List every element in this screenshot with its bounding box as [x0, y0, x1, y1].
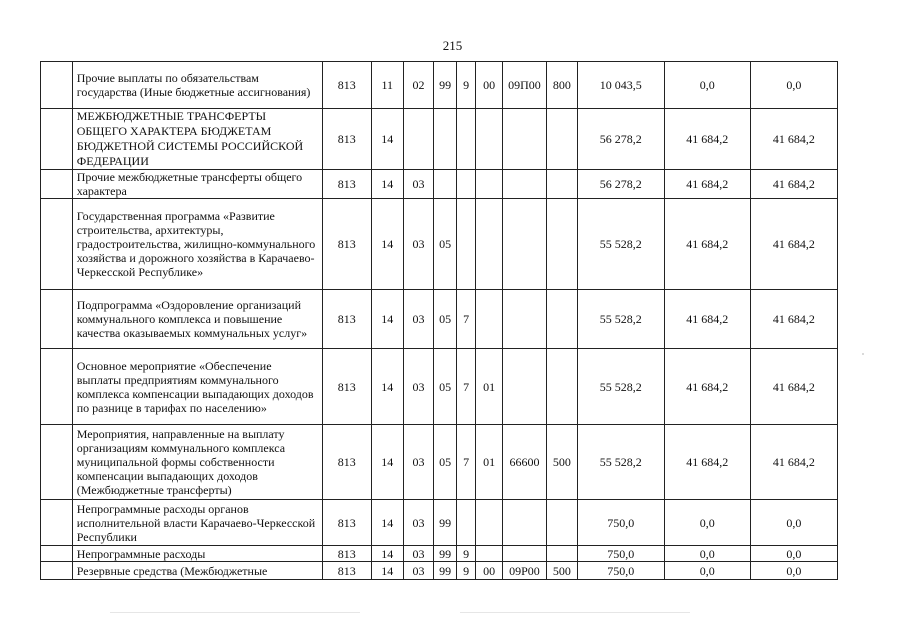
table-row	[41, 62, 838, 109]
scan-smudge	[460, 612, 690, 613]
table-row	[41, 170, 838, 199]
cell-gp: 99	[434, 62, 457, 109]
cell-ved: 813	[322, 562, 371, 580]
cell-s3: 41 684,2	[750, 290, 837, 349]
cell-ved: 813	[322, 199, 371, 290]
cell-s1: 55 528,2	[577, 199, 664, 290]
cell-s3: 0,0	[750, 562, 837, 580]
row-number-cell	[41, 562, 73, 580]
row-number-cell	[41, 425, 73, 500]
row-number-cell	[41, 199, 73, 290]
row-number-cell	[41, 546, 73, 562]
cell-pr: 03	[403, 170, 434, 199]
cell-nr: 09Р00	[502, 562, 546, 580]
cell-s1: 750,0	[577, 546, 664, 562]
cell-pp: 9	[456, 546, 475, 562]
cell-s3: 41 684,2	[750, 199, 837, 290]
cell-vr	[547, 349, 578, 425]
cell-s1: 56 278,2	[577, 109, 664, 170]
expense-name-cell: Непрограммные расходы органов исполнительной власти Карачаево-Черкесской Республики	[72, 500, 322, 546]
cell-gp: 99	[434, 546, 457, 562]
cell-vr	[547, 546, 578, 562]
cell-om	[476, 199, 503, 290]
expense-name-cell: Резервные средства (Межбюджетные	[72, 562, 322, 580]
cell-nr	[502, 349, 546, 425]
cell-pr: 03	[403, 425, 434, 500]
table-row	[41, 425, 838, 500]
cell-gp: 99	[434, 500, 457, 546]
expense-name-cell: Непрограммные расходы	[72, 546, 322, 562]
cell-om: 00	[476, 62, 503, 109]
cell-rz: 14	[371, 170, 403, 199]
cell-nr	[502, 170, 546, 199]
cell-rz: 11	[371, 62, 403, 109]
cell-s1: 55 528,2	[577, 349, 664, 425]
cell-rz: 14	[371, 199, 403, 290]
cell-s2: 0,0	[664, 562, 750, 580]
cell-s3: 0,0	[750, 546, 837, 562]
cell-pp: 7	[456, 349, 475, 425]
cell-om: 01	[476, 349, 503, 425]
cell-pp: 7	[456, 290, 475, 349]
cell-vr	[547, 500, 578, 546]
scan-smudge	[110, 612, 360, 613]
cell-ved: 813	[322, 170, 371, 199]
cell-s1: 56 278,2	[577, 170, 664, 199]
cell-om	[476, 290, 503, 349]
cell-s2: 0,0	[664, 546, 750, 562]
cell-nr	[502, 290, 546, 349]
table-row	[41, 290, 838, 349]
cell-s3: 0,0	[750, 62, 837, 109]
row-number-cell	[41, 349, 73, 425]
budget-table	[40, 61, 838, 580]
expense-name-cell: Основное мероприятие «Обеспечение выплаты предприятиям коммунального комплекса компенсации выпадающих доходов по разнице в тарифах по населению»	[72, 349, 322, 425]
cell-s2: 41 684,2	[664, 425, 750, 500]
cell-vr: 800	[547, 62, 578, 109]
cell-s1: 10 043,5	[577, 62, 664, 109]
cell-vr	[547, 199, 578, 290]
cell-ved: 813	[322, 290, 371, 349]
row-number-cell	[41, 170, 73, 199]
cell-om	[476, 500, 503, 546]
cell-ved: 813	[322, 349, 371, 425]
cell-s2: 41 684,2	[664, 170, 750, 199]
cell-gp: 05	[434, 349, 457, 425]
cell-s2: 0,0	[664, 500, 750, 546]
row-number-cell	[41, 290, 73, 349]
cell-om	[476, 546, 503, 562]
cell-vr: 500	[547, 425, 578, 500]
cell-s1: 55 528,2	[577, 425, 664, 500]
cell-om	[476, 170, 503, 199]
cell-pr: 03	[403, 546, 434, 562]
cell-ved: 813	[322, 500, 371, 546]
row-number-cell	[41, 500, 73, 546]
cell-pr: 03	[403, 349, 434, 425]
cell-pp	[456, 170, 475, 199]
cell-ved: 813	[322, 546, 371, 562]
cell-gp: 99	[434, 562, 457, 580]
table-row	[41, 109, 838, 170]
cell-s2: 41 684,2	[664, 109, 750, 170]
table-row	[41, 500, 838, 546]
cell-gp: 05	[434, 290, 457, 349]
cell-om	[476, 109, 503, 170]
cell-pp: 9	[456, 62, 475, 109]
cell-om: 00	[476, 562, 503, 580]
cell-ved: 813	[322, 109, 371, 170]
cell-s3: 41 684,2	[750, 170, 837, 199]
cell-nr: 66600	[502, 425, 546, 500]
row-number-cell	[41, 62, 73, 109]
expense-name-cell: Прочие выплаты по обязательствам государства (Иные бюджетные ассигнования)	[72, 62, 322, 109]
cell-gp	[434, 170, 457, 199]
cell-rz: 14	[371, 109, 403, 170]
cell-s2: 0,0	[664, 62, 750, 109]
cell-s1: 750,0	[577, 500, 664, 546]
expense-name-cell: Прочие межбюджетные трансферты общего характера	[72, 170, 322, 199]
cell-nr	[502, 109, 546, 170]
cell-nr	[502, 546, 546, 562]
table-row	[41, 349, 838, 425]
cell-rz: 14	[371, 546, 403, 562]
cell-rz: 14	[371, 349, 403, 425]
table-row	[41, 562, 838, 580]
cell-pr: 03	[403, 562, 434, 580]
cell-rz: 14	[371, 562, 403, 580]
cell-pp	[456, 109, 475, 170]
cell-ved: 813	[322, 62, 371, 109]
cell-vr: 500	[547, 562, 578, 580]
expense-name-cell: Мероприятия, направленные на выплату организациям коммунального комплекса муниципальной формы собственности компенсации выпадающих доходов (Межбюджетные трансферты)	[72, 425, 322, 500]
table-row	[41, 546, 838, 562]
cell-nr	[502, 500, 546, 546]
cell-ved: 813	[322, 425, 371, 500]
cell-gp: 05	[434, 199, 457, 290]
cell-pr: 03	[403, 500, 434, 546]
cell-s3: 0,0	[750, 500, 837, 546]
cell-s2: 41 684,2	[664, 349, 750, 425]
expense-name-cell: МЕЖБЮДЖЕТНЫЕ ТРАНСФЕРТЫ ОБЩЕГО ХАРАКТЕРА БЮДЖЕТАМ БЮДЖЕТНОЙ СИСТЕМЫ РОССИЙСКОЙ ФЕДЕРАЦИИ	[72, 109, 322, 170]
row-number-cell	[41, 109, 73, 170]
cell-vr	[547, 170, 578, 199]
cell-s1: 750,0	[577, 562, 664, 580]
cell-pr	[403, 109, 434, 170]
cell-gp	[434, 109, 457, 170]
expense-name-cell: Подпрограмма «Оздоровление организаций коммунального комплекса и повышение качества оказываемых коммунальных услуг»	[72, 290, 322, 349]
cell-s2: 41 684,2	[664, 290, 750, 349]
cell-s3: 41 684,2	[750, 109, 837, 170]
cell-pp: 7	[456, 425, 475, 500]
cell-rz: 14	[371, 425, 403, 500]
scan-speck	[862, 353, 864, 355]
cell-s2: 41 684,2	[664, 199, 750, 290]
page-number: 215	[442, 38, 463, 53]
table-body	[41, 62, 838, 580]
cell-om: 01	[476, 425, 503, 500]
cell-pr: 03	[403, 290, 434, 349]
cell-vr	[547, 290, 578, 349]
cell-s3: 41 684,2	[750, 425, 837, 500]
cell-pr: 02	[403, 62, 434, 109]
cell-s3: 41 684,2	[750, 349, 837, 425]
expense-name-cell: Государственная программа «Развитие строительства, архитектуры, градостроительства, жилищно-коммунального хозяйства и дорожного хозяйства в Карачаево-Черкесской Республике»	[72, 199, 322, 290]
cell-pr: 03	[403, 199, 434, 290]
cell-rz: 14	[371, 290, 403, 349]
cell-s1: 55 528,2	[577, 290, 664, 349]
cell-pp	[456, 500, 475, 546]
cell-nr	[502, 199, 546, 290]
cell-vr	[547, 109, 578, 170]
cell-pp	[456, 199, 475, 290]
table-row	[41, 199, 838, 290]
cell-nr: 09П00	[502, 62, 546, 109]
cell-pp: 9	[456, 562, 475, 580]
cell-gp: 05	[434, 425, 457, 500]
cell-rz: 14	[371, 500, 403, 546]
